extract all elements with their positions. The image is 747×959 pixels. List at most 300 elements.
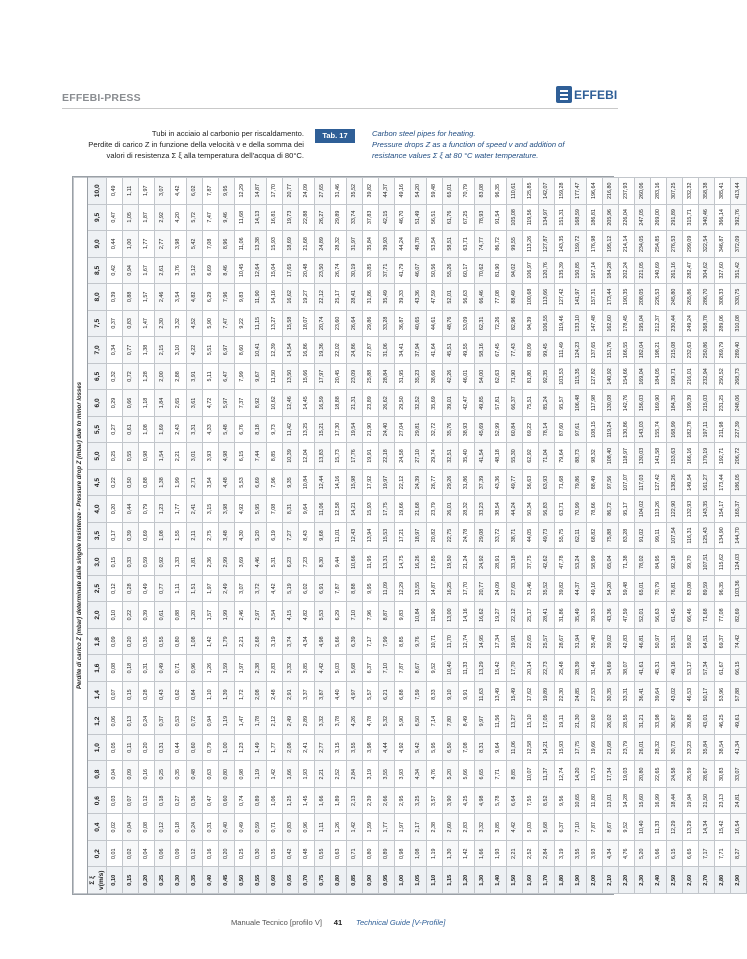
table-cell: 0,39 — [107, 284, 123, 311]
table-cell: 132,93 — [683, 496, 699, 523]
table-cell: 0,35 — [171, 761, 187, 788]
table-cell: 3,19 — [267, 628, 283, 655]
velocity-cell: 2,40 — [651, 867, 667, 894]
table-cell: 10,62 — [267, 390, 283, 417]
table-cell: 0,06 — [107, 708, 123, 735]
table-cell: 1,97 — [395, 814, 411, 841]
table-cell: 8,49 — [459, 708, 475, 735]
table-cell: 1,30 — [443, 840, 459, 867]
table-cell: 22,02 — [331, 337, 347, 364]
table-cell: 22,65 — [523, 628, 539, 655]
table-cell: 46,53 — [683, 681, 699, 708]
table-cell: 59,48 — [427, 178, 443, 205]
table-cell: 310,08 — [731, 310, 747, 337]
table-cell: 36,87 — [667, 708, 683, 735]
table-cell: 13,55 — [411, 575, 427, 602]
table-cell: 176,98 — [587, 231, 603, 258]
table-cell: 31,06 — [379, 337, 395, 364]
table-cell: 19,91 — [363, 443, 379, 470]
table-cell: 0,88 — [123, 284, 139, 311]
table-cell: 0,18 — [171, 814, 187, 841]
table-cell: 206,72 — [731, 443, 747, 470]
table-cell: 11,33 — [459, 655, 475, 682]
table-cell: 358,38 — [699, 178, 715, 205]
table-cell: 54,20 — [603, 575, 619, 602]
table-cell: 15,04 — [267, 257, 283, 284]
table-cell: 0,20 — [123, 628, 139, 655]
table-cell: 62,11 — [571, 522, 587, 549]
table-cell: 169,90 — [651, 390, 667, 417]
table-cell: 2,52 — [331, 761, 347, 788]
table-cell: 3,98 — [363, 734, 379, 761]
table-cell: 0,27 — [107, 416, 123, 443]
table-cell: 1,05 — [123, 204, 139, 231]
table-row — [715, 178, 731, 894]
table-cell: 11,95 — [363, 549, 379, 576]
table-cell: 14,16 — [267, 284, 283, 311]
table-cell: 28,41 — [347, 284, 363, 311]
table-cell: 19,11 — [555, 708, 571, 735]
table-cell: 23,79 — [619, 734, 635, 761]
table-cell: 125,85 — [523, 178, 539, 205]
table-cell: 1,72 — [235, 681, 251, 708]
table-cell: 1,11 — [123, 178, 139, 205]
table-cell: 16,99 — [651, 787, 667, 814]
table-row — [171, 178, 187, 894]
table-cell: 1,08 — [411, 840, 427, 867]
table-cell: 22,18 — [379, 443, 395, 470]
table-cell: 6,50 — [411, 708, 427, 735]
table-cell: 327,60 — [715, 257, 731, 284]
table-cell: 74,77 — [475, 231, 491, 258]
table-cell: 7,96 — [219, 284, 235, 311]
table-cell: 38,71 — [507, 522, 523, 549]
table-cell: 105,08 — [507, 204, 523, 231]
table-cell: 0,25 — [155, 761, 171, 788]
table-cell: 44,24 — [507, 496, 523, 523]
table-cell: 88,73 — [571, 443, 587, 470]
table-cell: 4,33 — [203, 416, 219, 443]
table-cell: 54,00 — [475, 363, 491, 390]
table-cell: 14,21 — [347, 496, 363, 523]
table-cell: 2,30 — [155, 310, 171, 337]
table-row — [219, 178, 235, 894]
table-cell: 43,02 — [667, 681, 683, 708]
table-cell: 95,57 — [555, 390, 571, 417]
table-cell: 0,80 — [219, 761, 235, 788]
table-cell: 9,83 — [235, 284, 251, 311]
column-header: 7,5 — [88, 310, 107, 337]
table-cell: 3,76 — [171, 257, 187, 284]
table-cell: 68,82 — [587, 522, 603, 549]
column-header: 8,5 — [88, 257, 107, 284]
table-cell: 79,64 — [555, 443, 571, 470]
table-cell: 27,04 — [395, 416, 411, 443]
table-cell: 0,16 — [139, 761, 155, 788]
table-cell: 28,32 — [651, 734, 667, 761]
table-cell: 3,15 — [331, 734, 347, 761]
table-cell: 10,71 — [427, 628, 443, 655]
table-cell: 13,49 — [491, 681, 507, 708]
table-cell: 46,07 — [411, 257, 427, 284]
table-cell: 31,86 — [459, 469, 475, 496]
table-cell: 0,40 — [219, 814, 235, 841]
table-cell: 130,08 — [603, 390, 619, 417]
table-row — [667, 178, 683, 894]
table-cell: 88,49 — [507, 284, 523, 311]
table-cell: 5,57 — [363, 681, 379, 708]
table-cell: 24,09 — [299, 178, 315, 205]
table-cell: 20,48 — [299, 257, 315, 284]
column-header: 1,0 — [88, 734, 107, 761]
table-cell: 11,70 — [443, 628, 459, 655]
table-cell: 8,85 — [507, 761, 523, 788]
table-cell: 49,61 — [731, 708, 747, 735]
velocity-cell: 1,30 — [475, 867, 491, 894]
table-cell: 58,51 — [443, 231, 459, 258]
velocity-cell: 2,30 — [635, 867, 651, 894]
table-cell: 62,92 — [523, 443, 539, 470]
table-cell: 83,28 — [619, 522, 635, 549]
table-cell: 18,69 — [283, 231, 299, 258]
table-cell: 13,27 — [507, 708, 523, 735]
table-cell: 0,09 — [123, 761, 139, 788]
table-cell: 0,10 — [107, 602, 123, 629]
table-cell: 0,37 — [155, 708, 171, 735]
table-cell: 15,21 — [315, 416, 331, 443]
table-cell: 10,39 — [283, 443, 299, 470]
table-cell: 11,09 — [379, 575, 395, 602]
table-cell: 268,78 — [699, 310, 715, 337]
table-cell: 60,84 — [507, 416, 523, 443]
table-cell: 20,82 — [427, 522, 443, 549]
table-cell: 0,79 — [139, 496, 155, 523]
column-header: 1,6 — [88, 655, 107, 682]
table-row — [635, 178, 651, 894]
table-cell: 0,59 — [251, 814, 267, 841]
table-cell: 1,79 — [219, 628, 235, 655]
table-cell: 29,86 — [363, 310, 379, 337]
column-header: 9,5 — [88, 204, 107, 231]
table-cell: 0,17 — [107, 522, 123, 549]
table-cell: 4,15 — [283, 602, 299, 629]
table-cell: 0,44 — [171, 734, 187, 761]
column-header: 4,0 — [88, 496, 107, 523]
table-cell: 2,13 — [347, 787, 363, 814]
table-cell: 151,76 — [603, 337, 619, 364]
table-cell: 6,29 — [331, 602, 347, 629]
table-cell: 19,89 — [539, 681, 555, 708]
table-cell: 24,86 — [347, 337, 363, 364]
table-cell: 7,37 — [235, 390, 251, 417]
table-cell: 29,50 — [395, 390, 411, 417]
table-cell: 3,25 — [411, 787, 427, 814]
table-cell: 0,07 — [107, 681, 123, 708]
table-cell: 33,72 — [491, 522, 507, 549]
table-cell: 26,74 — [331, 257, 347, 284]
table-cell: 6,19 — [267, 522, 283, 549]
table-cell: 4,52 — [187, 310, 203, 337]
table-cell: 47,59 — [619, 602, 635, 629]
table-cell: 0,12 — [107, 575, 123, 602]
table-cell: 35,40 — [587, 628, 603, 655]
table-cell: 232,94 — [699, 363, 715, 390]
table-cell: 0,24 — [187, 814, 203, 841]
table-cell: 168,99 — [667, 416, 683, 443]
table-cell: 1,67 — [139, 257, 155, 284]
table-cell: 23,13 — [715, 787, 731, 814]
table-cell: 17,75 — [571, 734, 587, 761]
table-cell: 40,65 — [411, 310, 427, 337]
table-cell: 3,32 — [171, 310, 187, 337]
effebi-logo-icon — [556, 86, 572, 103]
table-cell: 245,80 — [667, 284, 683, 311]
table-cell: 31,21 — [635, 708, 651, 735]
table-cell: 260,06 — [635, 178, 651, 205]
table-cell: 0,61 — [123, 416, 139, 443]
table-cell: 307,25 — [667, 178, 683, 205]
table-cell: 6,02 — [299, 575, 315, 602]
table-cell: 155,74 — [651, 416, 667, 443]
table-cell: 17,30 — [331, 416, 347, 443]
table-cell: 119,56 — [523, 204, 539, 231]
table-cell: 71,38 — [619, 549, 635, 576]
table-cell: 65,04 — [603, 549, 619, 576]
table-cell: 150,85 — [571, 257, 587, 284]
table-cell: 33,31 — [619, 681, 635, 708]
table-cell: 21,24 — [459, 549, 475, 576]
column-header: 1,8 — [88, 628, 107, 655]
velocity-cell: 0,70 — [299, 867, 315, 894]
table-cell: 0,96 — [187, 655, 203, 682]
table-cell: 96,35 — [491, 178, 507, 205]
table-cell: 15,93 — [363, 496, 379, 523]
table-cell: 4,98 — [475, 787, 491, 814]
table-cell: 3,93 — [203, 443, 219, 470]
table-cell: 8,92 — [251, 390, 267, 417]
table-cell: 214,14 — [619, 231, 635, 258]
table-cell: 117,98 — [587, 390, 603, 417]
table-cell: 340,46 — [699, 204, 715, 231]
table-cell: 23,60 — [587, 708, 603, 735]
table-cell: 9,35 — [283, 469, 299, 496]
table-cell: 41,34 — [731, 734, 747, 761]
table-cell: 5,68 — [347, 655, 363, 682]
table-number-badge: Tab. 17 — [315, 129, 355, 143]
table-cell: 17,85 — [427, 549, 443, 576]
table-cell: 0,31 — [139, 655, 155, 682]
table-cell: 3,55 — [571, 840, 587, 867]
table-cell: 5,20 — [635, 840, 651, 867]
table-cell: 6,97 — [219, 337, 235, 364]
table-cell: 127,82 — [587, 363, 603, 390]
table-cell: 15,73 — [331, 443, 347, 470]
table-cell: 0,04 — [139, 840, 155, 867]
table-cell: 113,66 — [539, 284, 555, 311]
table-cell: 17,70 — [507, 655, 523, 682]
table-cell: 50,56 — [427, 257, 443, 284]
table-cell: 71,68 — [555, 469, 571, 496]
table-cell: 106,48 — [571, 390, 587, 417]
table-cell: 0,20 — [107, 496, 123, 523]
table-cell: 48,18 — [491, 443, 507, 470]
table-cell: 28,67 — [699, 761, 715, 788]
table-cell: 39,82 — [363, 178, 379, 205]
table-cell: 86,72 — [491, 231, 507, 258]
velocity-cell: 0,80 — [331, 867, 347, 894]
table-cell: 48,78 — [411, 231, 427, 258]
table-cell: 0,55 — [155, 628, 171, 655]
table-cell: 0,43 — [155, 681, 171, 708]
table-cell: 95,17 — [619, 496, 635, 523]
table-cell: 23,09 — [347, 363, 363, 390]
table-cell: 265,86 — [683, 284, 699, 311]
table-cell: 81,80 — [523, 363, 539, 390]
table-cell: 2,38 — [427, 814, 443, 841]
table-cell: 212,37 — [651, 310, 667, 337]
table-cell: 78,66 — [587, 496, 603, 523]
table-cell: 8,85 — [395, 628, 411, 655]
table-cell: 47,59 — [427, 284, 443, 311]
table-cell: 21,31 — [347, 390, 363, 417]
table-cell: 82,96 — [507, 310, 523, 337]
table-cell: 79,86 — [571, 469, 587, 496]
pressure-drop-table-frame — [72, 176, 741, 895]
table-cell: 25,48 — [555, 655, 571, 682]
table-cell: 4,78 — [363, 708, 379, 735]
table-cell: 15,98 — [347, 469, 363, 496]
table-cell: 35,23 — [411, 363, 427, 390]
table-cell: 1,87 — [139, 204, 155, 231]
table-cell: 1,78 — [251, 708, 267, 735]
table-cell: 0,28 — [123, 575, 139, 602]
table-cell: 78,02 — [635, 549, 651, 576]
table-cell: 52,01 — [443, 284, 459, 311]
table-cell: 7,99 — [379, 628, 395, 655]
table-cell: 28,39 — [571, 655, 587, 682]
table-cell: 31,46 — [523, 575, 539, 602]
table-cell: 2,15 — [155, 337, 171, 364]
table-cell: 35,84 — [363, 231, 379, 258]
table-cell: 159,72 — [571, 231, 587, 258]
table-cell: 50,34 — [523, 496, 539, 523]
description-it-line: valori di resistenza Σ ξ alla temperatura dell'acqua di 80°C. — [106, 151, 304, 160]
table-cell: 107,07 — [619, 469, 635, 496]
table-cell: 19,94 — [683, 787, 699, 814]
table-cell: 15,58 — [283, 310, 299, 337]
table-cell: 5,90 — [203, 310, 219, 337]
table-cell: 29,89 — [331, 204, 347, 231]
table-cell: 1,28 — [139, 363, 155, 390]
table-cell: 49,16 — [587, 575, 603, 602]
table-cell: 66,37 — [507, 390, 523, 417]
table-cell: 0,06 — [155, 840, 171, 867]
table-cell: 289,06 — [715, 310, 731, 337]
table-cell: 17,62 — [523, 681, 539, 708]
table-cell: 9,95 — [219, 178, 235, 205]
column-header: 5,0 — [88, 443, 107, 470]
table-cell: 283,16 — [651, 178, 667, 205]
table-cell: 6,76 — [235, 416, 251, 443]
table-cell: 5,97 — [219, 390, 235, 417]
table-cell: 4,42 — [507, 814, 523, 841]
table-cell: 127,87 — [539, 231, 555, 258]
table-cell: 42,83 — [619, 628, 635, 655]
velocity-cell: 1,50 — [507, 867, 523, 894]
table-cell: 0,89 — [251, 787, 267, 814]
table-cell: 57,88 — [731, 681, 747, 708]
table-cell: 4,42 — [315, 655, 331, 682]
table-cell: 16,26 — [411, 549, 427, 576]
table-cell: 42,62 — [539, 549, 555, 576]
table-cell: 21,90 — [363, 416, 379, 443]
table-cell: 7,96 — [267, 469, 283, 496]
table-cell: 14,54 — [283, 337, 299, 364]
table-cell: 22,12 — [395, 469, 411, 496]
table-cell: 6,65 — [475, 761, 491, 788]
table-cell: 36,87 — [395, 310, 411, 337]
table-cell: 58,99 — [587, 549, 603, 576]
table-cell: 7,47 — [219, 310, 235, 337]
table-cell: 17,76 — [347, 443, 363, 470]
table-cell: 0,71 — [267, 814, 283, 841]
table-cell: 61,76 — [443, 204, 459, 231]
table-cell: 6,21 — [379, 681, 395, 708]
table-cell: 1,99 — [219, 602, 235, 629]
table-row — [155, 178, 171, 894]
table-cell: 46,70 — [395, 204, 411, 231]
table-cell: 5,66 — [331, 628, 347, 655]
table-cell: 41,79 — [395, 257, 411, 284]
table-cell: 0,15 — [107, 549, 123, 576]
table-cell: 215,08 — [667, 337, 683, 364]
table-cell: 21,68 — [299, 231, 315, 258]
table-cell: 157,31 — [587, 284, 603, 311]
table-cell: 0,74 — [235, 787, 251, 814]
table-cell: 32,52 — [411, 390, 427, 417]
table-cell: 31,86 — [555, 602, 571, 629]
table-cell: 8,67 — [603, 814, 619, 841]
velocity-cell: 0,45 — [219, 867, 235, 894]
table-cell: 54,20 — [411, 178, 427, 205]
table-cell: 7,27 — [283, 522, 299, 549]
table-cell: 10,41 — [251, 337, 267, 364]
table-cell: 25,88 — [363, 363, 379, 390]
table-cell: 10,66 — [347, 549, 363, 576]
column-header: 4,5 — [88, 469, 107, 496]
table-cell: 173,44 — [603, 284, 619, 311]
table-cell: 83,08 — [683, 575, 699, 602]
table-cell: 142,07 — [539, 178, 555, 205]
table-cell: 165,37 — [731, 496, 747, 523]
description-en-line: Pressure drops Z as a function of speed v and addition of — [372, 140, 565, 149]
table-cell: 4,98 — [315, 628, 331, 655]
table-cell: 99,45 — [539, 337, 555, 364]
table-cell: 41,64 — [427, 337, 443, 364]
table-cell: 7,59 — [411, 681, 427, 708]
table-cell: 0,49 — [139, 575, 155, 602]
table-cell: 308,33 — [715, 284, 731, 311]
table-cell: 0,12 — [139, 787, 155, 814]
table-cell: 7,71 — [715, 840, 731, 867]
table-cell: 1,25 — [283, 787, 299, 814]
table-cell: 3,32 — [475, 814, 491, 841]
table-cell: 205,96 — [603, 204, 619, 231]
table-cell: 67,25 — [459, 204, 475, 231]
table-cell: 195,04 — [635, 310, 651, 337]
table-cell: 35,84 — [699, 734, 715, 761]
table-row — [475, 178, 491, 894]
